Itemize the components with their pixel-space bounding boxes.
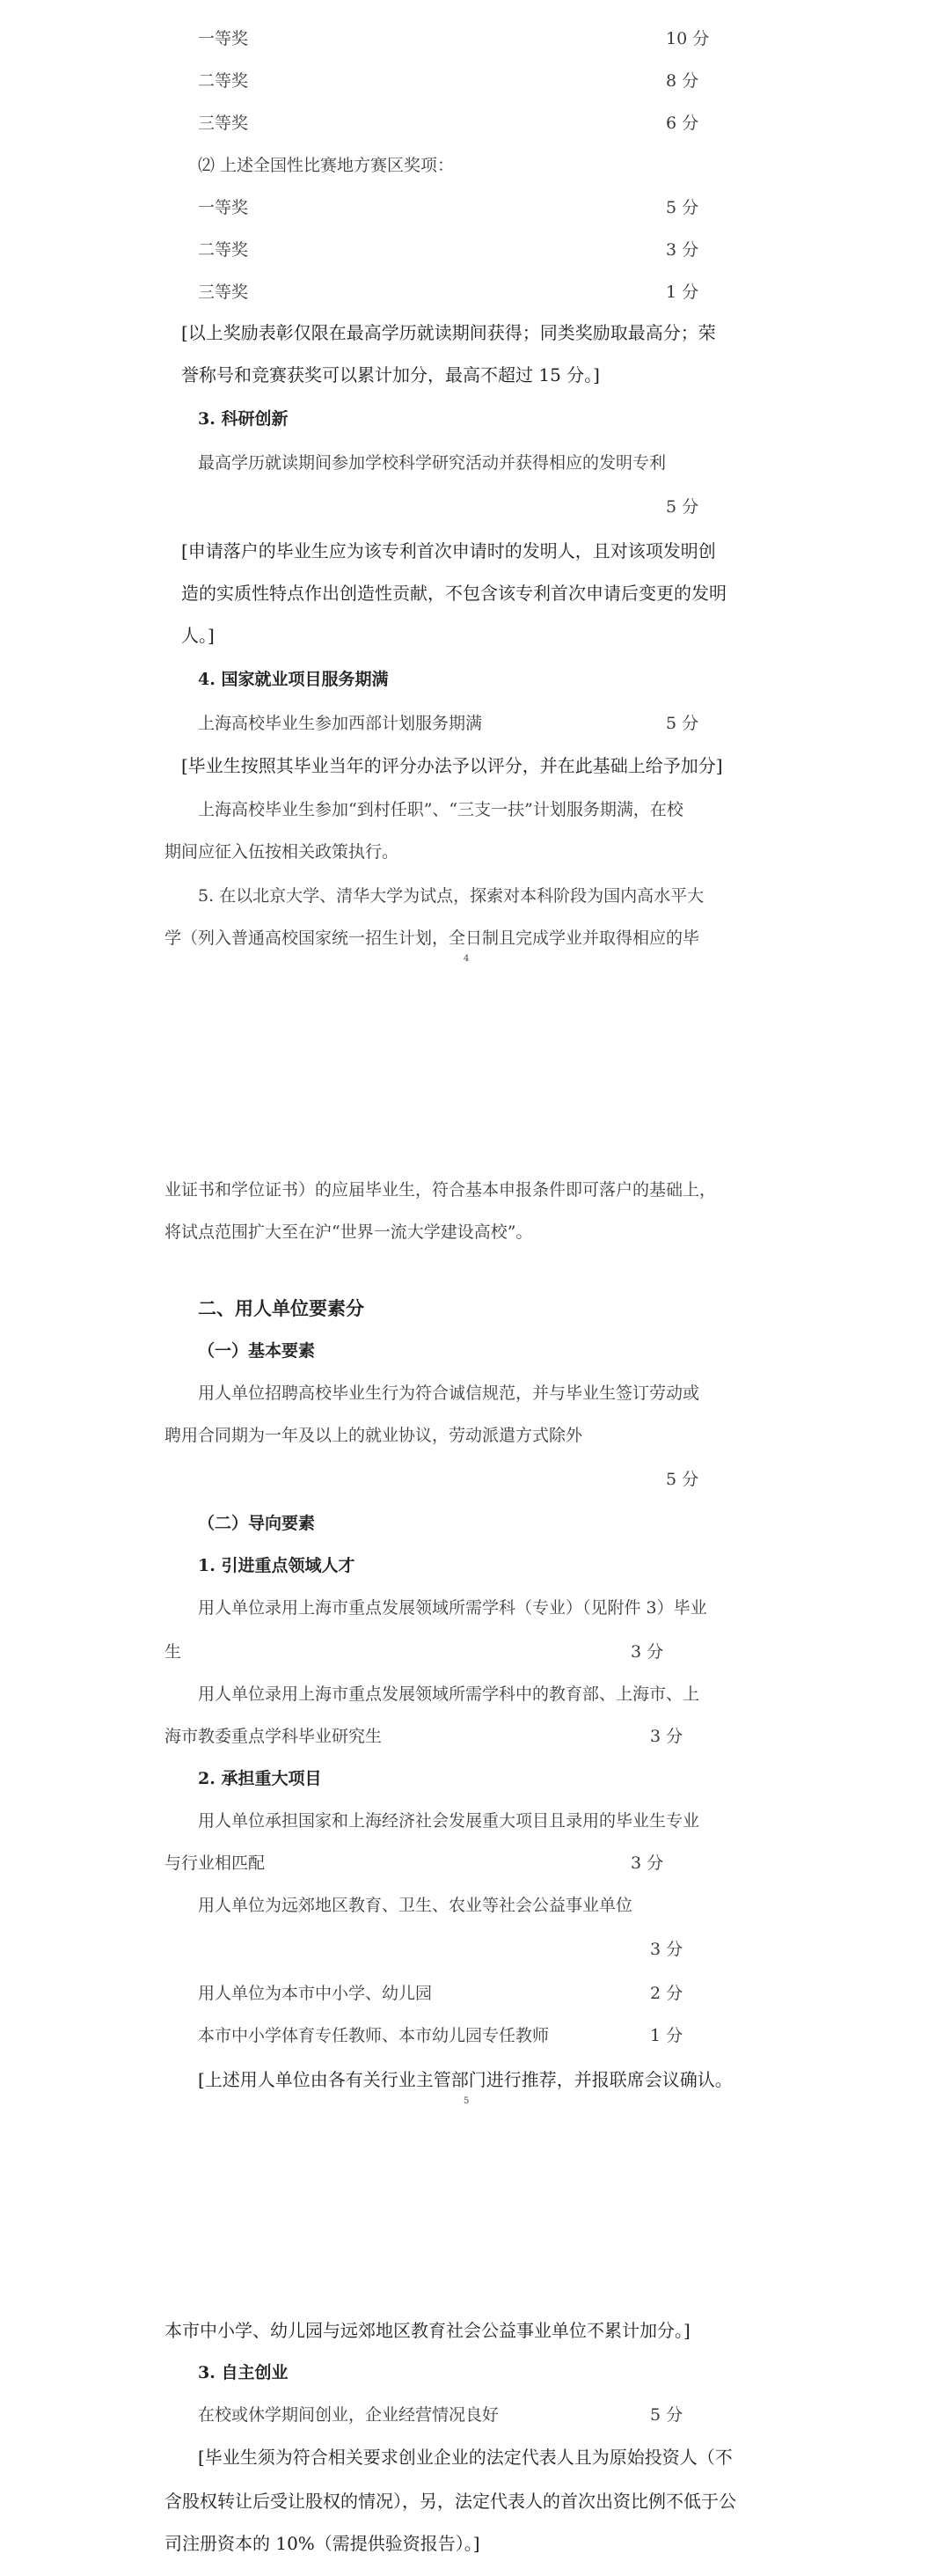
national-award-2-label: 二等奖 bbox=[198, 71, 249, 91]
section-4-para-line-2: 期间应征入伍按相关政策执行。 bbox=[164, 842, 399, 862]
regional-awards-title: ⑵ 上述全国性比赛地方赛区奖项： bbox=[198, 156, 455, 175]
guidance-3-note-line-3: 司注册资本的 10%（需提供验资报告）。] bbox=[164, 2533, 480, 2554]
guidance-1-text-1b: 生 bbox=[164, 1642, 182, 1662]
guidance-1-score-2: 3 分 bbox=[650, 1727, 683, 1746]
page6-continuation-line: 本市中小学、幼儿园与远郊地区教育社会公益事业单位不累计加分。] bbox=[164, 2320, 691, 2341]
regional-award-2-label: 二等奖 bbox=[198, 240, 249, 260]
section-3-note-line-2: 造的实质性特点作出创造性贡献，不包含该专利首次申请后变更的发明 bbox=[181, 583, 727, 604]
guidance-2-score-3: 2 分 bbox=[650, 1984, 683, 2003]
regional-award-3-label: 三等奖 bbox=[198, 283, 249, 302]
guidance-3-note-line-2: 含股权转让后受让股权的情况），另，法定代表人的首次出资比例不低于公 bbox=[164, 2491, 736, 2512]
section-4-title: 4. 国家就业项目服务期满 bbox=[198, 670, 389, 689]
national-award-1-label: 一等奖 bbox=[198, 29, 249, 48]
section-3-note-line-3: 人。] bbox=[181, 625, 215, 646]
guidance-2-text-3: 用人单位为本市中小学、幼儿园 bbox=[198, 1984, 433, 2003]
guidance-2-text-1a: 用人单位承担国家和上海经济社会发展重大项目且录用的毕业生专业 bbox=[198, 1811, 700, 1831]
guidance-2-text-2: 用人单位为远郊地区教育、卫生、农业等社会公益事业单位 bbox=[198, 1896, 633, 1915]
regional-award-1-score: 5 分 bbox=[666, 198, 699, 217]
basic-elements-title: （一）基本要素 bbox=[198, 1341, 316, 1361]
national-award-2-score: 8 分 bbox=[666, 71, 699, 91]
section-4-note: [毕业生按照其毕业当年的评分办法予以评分，并在此基础上给予加分] bbox=[181, 755, 723, 776]
award-note-line-1: [以上奖励表彰仅限在最高学历就读期间获得；同类奖励取最高分；荣 bbox=[181, 322, 716, 343]
section-5-line-1: 5. 在以北京大学、清华大学为试点，探索对本科阶段为国内高水平大 bbox=[198, 886, 705, 906]
page-number-5: 5 bbox=[464, 2096, 470, 2106]
award-note-line-2: 誉称号和竞赛获奖可以累计加分，最高不超过 15 分。] bbox=[181, 364, 600, 385]
guidance-2-text-4: 本市中小学体育专任教师、本市幼儿园专任教师 bbox=[198, 2026, 550, 2045]
section-4-score: 5 分 bbox=[666, 714, 699, 733]
guidance-3-text: 在校或休学期间创业，企业经营情况良好 bbox=[198, 2405, 500, 2425]
regional-award-3-score: 1 分 bbox=[666, 283, 699, 302]
page5-continuation-line-1: 业证书和学位证书）的应届毕业生，符合基本申报条件即可落户的基础上， bbox=[164, 1180, 717, 1200]
basic-elements-text-2: 聘用合同期为一年及以上的就业协议，劳动派遣方式除外 bbox=[164, 1426, 583, 1445]
section-3-note-line-1: [申请落户的毕业生应为该专利首次申请时的发明人，且对该项发明创 bbox=[181, 540, 716, 561]
national-award-3-score: 6 分 bbox=[666, 114, 699, 133]
guidance-2-score-1: 3 分 bbox=[631, 1853, 664, 1873]
guidance-1-text-2a: 用人单位录用上海市重点发展领域所需学科中的教育部、上海市、上 bbox=[198, 1684, 700, 1704]
guidance-2-note: [上述用人单位由各有关行业主管部门进行推荐，并报联席会议确认。 bbox=[198, 2069, 733, 2090]
guidance-2-score-4: 1 分 bbox=[650, 2026, 683, 2045]
guidance-3-note-line-1: [毕业生须为符合相关要求创业企业的法定代表人且为原始投资人（不 bbox=[198, 2447, 733, 2468]
employer-section-title: 二、用人单位要素分 bbox=[198, 1297, 364, 1319]
guidance-3-score: 5 分 bbox=[650, 2405, 683, 2425]
guidance-1-text-1a: 用人单位录用上海市重点发展领域所需学科（专业）（见附件 3）毕业 bbox=[198, 1598, 707, 1618]
regional-award-2-score: 3 分 bbox=[666, 240, 699, 260]
section-4-text: 上海高校毕业生参加西部计划服务期满 bbox=[198, 714, 483, 733]
guidance-1-text-2b: 海市教委重点学科毕业研究生 bbox=[164, 1727, 383, 1746]
guidance-1-title: 1. 引进重点领域人才 bbox=[198, 1556, 355, 1575]
page5-continuation-line-2: 将试点范围扩大至在沪“世界一流大学建设高校”。 bbox=[164, 1222, 533, 1242]
section-3-text: 最高学历就读期间参加学校科学研究活动并获得相应的发明专利 bbox=[198, 453, 667, 473]
national-award-1-score: 10 分 bbox=[666, 29, 710, 48]
section-3-title: 3. 科研创新 bbox=[198, 409, 289, 429]
guidance-2-score-2: 3 分 bbox=[650, 1940, 683, 1959]
section-3-score: 5 分 bbox=[666, 497, 699, 517]
guidance-3-title: 3. 自主创业 bbox=[198, 2363, 289, 2382]
regional-award-1-label: 一等奖 bbox=[198, 198, 249, 217]
guidance-1-score-1: 3 分 bbox=[631, 1642, 664, 1662]
guidance-2-text-1b: 与行业相匹配 bbox=[164, 1853, 266, 1873]
page-number-4: 4 bbox=[464, 954, 470, 964]
guidance-elements-title: （二）导向要素 bbox=[198, 1514, 316, 1533]
national-award-3-label: 三等奖 bbox=[198, 114, 249, 133]
basic-elements-score: 5 分 bbox=[666, 1470, 699, 1489]
section-4-para-line-1: 上海高校毕业生参加“到村任职”、“三支一扶”计划服务期满，在校 bbox=[198, 800, 683, 819]
basic-elements-text-1: 用人单位招聘高校毕业生行为符合诚信规范，并与毕业生签订劳动或 bbox=[198, 1383, 700, 1403]
guidance-2-title: 2. 承担重大项目 bbox=[198, 1769, 322, 1788]
section-5-line-2: 学（列入普通高校国家统一招生计划，全日制且完成学业并取得相应的毕 bbox=[164, 928, 700, 948]
